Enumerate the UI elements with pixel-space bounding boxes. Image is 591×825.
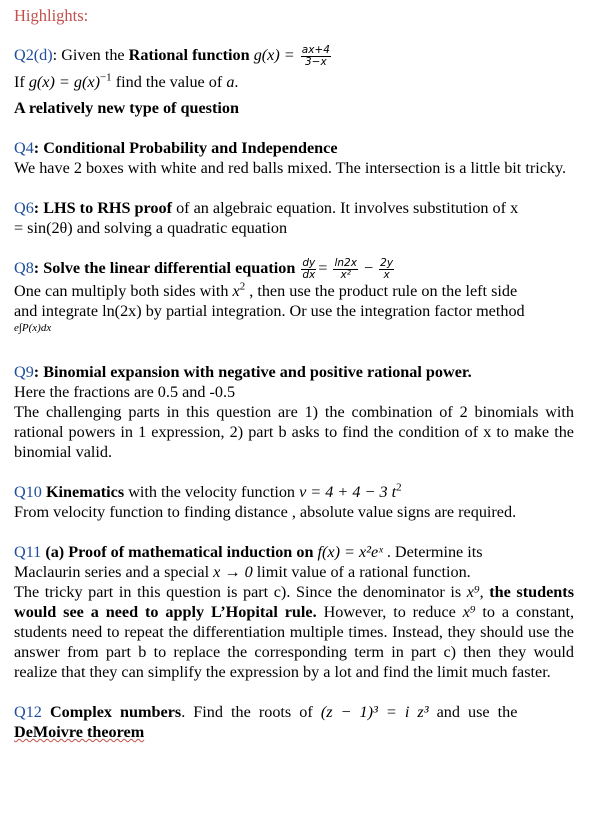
q11-line3 <box>14 582 574 682</box>
q11-bold: (a) Proof of mathematical induction on <box>41 543 318 561</box>
q11-line2a: Maclaurin series and a special <box>14 563 214 581</box>
q8-label: Q8 <box>14 259 34 278</box>
q12-line2 <box>14 722 574 742</box>
q11-math: f(x) = x²eˣ <box>317 543 383 561</box>
q6-line2: = sin(2θ) and solving a quadratic equation <box>14 219 288 237</box>
q11-line3d: to a constant, students need to repeat the differentiation multiple times. Instead, they should use the answer from part b to replace the corresponding term in part c) then they would realize that they can simplify the expression by a lot and find the limit much faster. <box>14 603 574 681</box>
q2-line3-bold: A relatively new type of question <box>14 99 239 117</box>
q12-body2: and use the <box>428 703 518 721</box>
q2-line1 <box>14 45 574 68</box>
q8-body1a: One can multiply both sides with <box>14 282 233 300</box>
q8-body1-math: x <box>232 282 240 300</box>
q8-minus: − <box>363 259 374 278</box>
q8-line3 <box>14 301 574 321</box>
q8-frac-2y <box>379 258 394 281</box>
q11-line3c: However, to reduce <box>316 603 463 621</box>
q8-body2b: by partial integration. Or use the integration factor method <box>141 302 525 320</box>
q9-line2: The challenging parts in this question are 1) the combination of 2 binomials with rational powers in 1 expression, 2) part b asks to find the condition of x to make the binomial valid. <box>14 403 574 461</box>
q2-bold: Rational function <box>128 46 250 65</box>
q4-title <box>14 138 574 158</box>
q6-line1 <box>14 198 574 218</box>
q11-line3-math2: x⁹ <box>462 603 476 621</box>
q10-line1 <box>14 482 574 502</box>
q11-line3-bold: the students would see a need to apply L’Hopital rule. <box>14 583 574 621</box>
q10-body1: with the velocity function <box>124 483 300 501</box>
q2-fraction <box>301 45 331 68</box>
q2-frac-num: ax+4 <box>301 44 330 56</box>
q8-bold: : Solve the linear differential equation <box>33 259 296 278</box>
q11-label: Q11 <box>14 543 42 561</box>
q8-body2a: and integrate <box>14 302 103 320</box>
q6-bold: : LHS to RHS proof <box>33 199 173 217</box>
q12-line1 <box>14 702 574 722</box>
q8-body1-sup: 2 <box>239 280 246 293</box>
q11-line3a: The tricky part in this question is part c). Since the denominator is <box>14 583 467 601</box>
q2-line2 <box>14 72 574 92</box>
q8-frac-ln <box>333 258 357 281</box>
q11-line2 <box>14 562 574 582</box>
q11-line3-math: x⁹ <box>466 583 480 601</box>
q2-label: Q2(d) <box>14 46 53 65</box>
q8-line2 <box>14 281 574 301</box>
q8-eq: = <box>318 259 328 278</box>
q2-function: g(x) = <box>253 46 295 65</box>
q8-body1b: , then use the product rule on the left side <box>245 282 518 300</box>
q9-section <box>14 362 574 462</box>
q9-label: Q9 <box>14 363 34 381</box>
q2-line2a: If <box>14 73 29 91</box>
q12-bold: Complex numbers <box>41 703 182 721</box>
q11-line2-math: x → 0 <box>213 563 253 581</box>
q2-line2-var: a <box>226 73 235 91</box>
q9-bold: : Binomial expansion with negative and positive rational power. <box>33 363 472 381</box>
q8-line4: e∫P(x)dx <box>14 322 52 334</box>
q6-label: Q6 <box>14 199 34 217</box>
q8-f2-den: x² <box>340 269 351 281</box>
q8-line1 <box>14 258 574 281</box>
q4-label: Q4 <box>14 139 34 157</box>
q2-line2-end: . <box>234 73 239 91</box>
q9-title <box>14 362 574 382</box>
q10-line2: From velocity function to finding distance , absolute value signs are required. <box>14 503 517 521</box>
q11-line1 <box>14 542 574 562</box>
q12-body1: . Find the roots of <box>181 703 321 721</box>
q6-section <box>14 198 574 238</box>
q9-line1: Here the fractions are 0.5 and -0.5 <box>14 383 236 401</box>
q8-f1-den: dx <box>302 269 316 281</box>
q2-frac-den: 3−x <box>304 56 327 68</box>
q6-body1: of an algebraic equation. It involves substitution of x <box>172 199 519 217</box>
q11-line2b: limit value of a rational function. <box>252 563 471 581</box>
q2-line2-sup: −1 <box>99 71 112 84</box>
q8-body2-math: ln(2x) <box>102 302 142 320</box>
q10-bold: Kinematics <box>41 483 125 501</box>
q8-f2-num: ln2x <box>334 257 357 269</box>
q10-math: v = 4 + 4 − 3 t <box>299 483 397 501</box>
q4-body: We have 2 boxes with white and red balls mixed. The intersection is a little bit tricky. <box>14 159 567 177</box>
q10-math-sup: 2 <box>396 481 402 494</box>
q11-section <box>14 542 574 682</box>
q8-frac-dydx <box>301 258 316 281</box>
q10-section <box>14 482 574 522</box>
q12-line2-bold: DeMoivre theorem <box>14 723 145 741</box>
q2-line2-math: g(x) = g(x) <box>28 73 100 91</box>
q10-label: Q10 <box>14 483 42 501</box>
q11-line3b: , <box>479 583 490 601</box>
highlights-heading: Highlights: <box>14 6 89 25</box>
q4-section <box>14 138 574 178</box>
q8-f3-num: 2y <box>380 257 394 269</box>
q12-label: Q12 <box>14 703 42 721</box>
q2-section <box>14 45 574 118</box>
q11-after: . Determine its <box>382 543 483 561</box>
q8-f1-num: dy <box>302 257 316 269</box>
q12-math: (z − 1)³ = i z³ <box>320 703 429 721</box>
q12-section <box>14 702 574 742</box>
q4-bold: : Conditional Probability and Independence <box>33 139 338 157</box>
document <box>14 4 574 742</box>
q8-section <box>14 258 574 335</box>
q8-f3-den: x <box>383 269 390 281</box>
q2-intro: : Given the <box>52 46 129 65</box>
q2-line3 <box>14 98 574 118</box>
q2-line2b: find the value of <box>111 73 227 91</box>
